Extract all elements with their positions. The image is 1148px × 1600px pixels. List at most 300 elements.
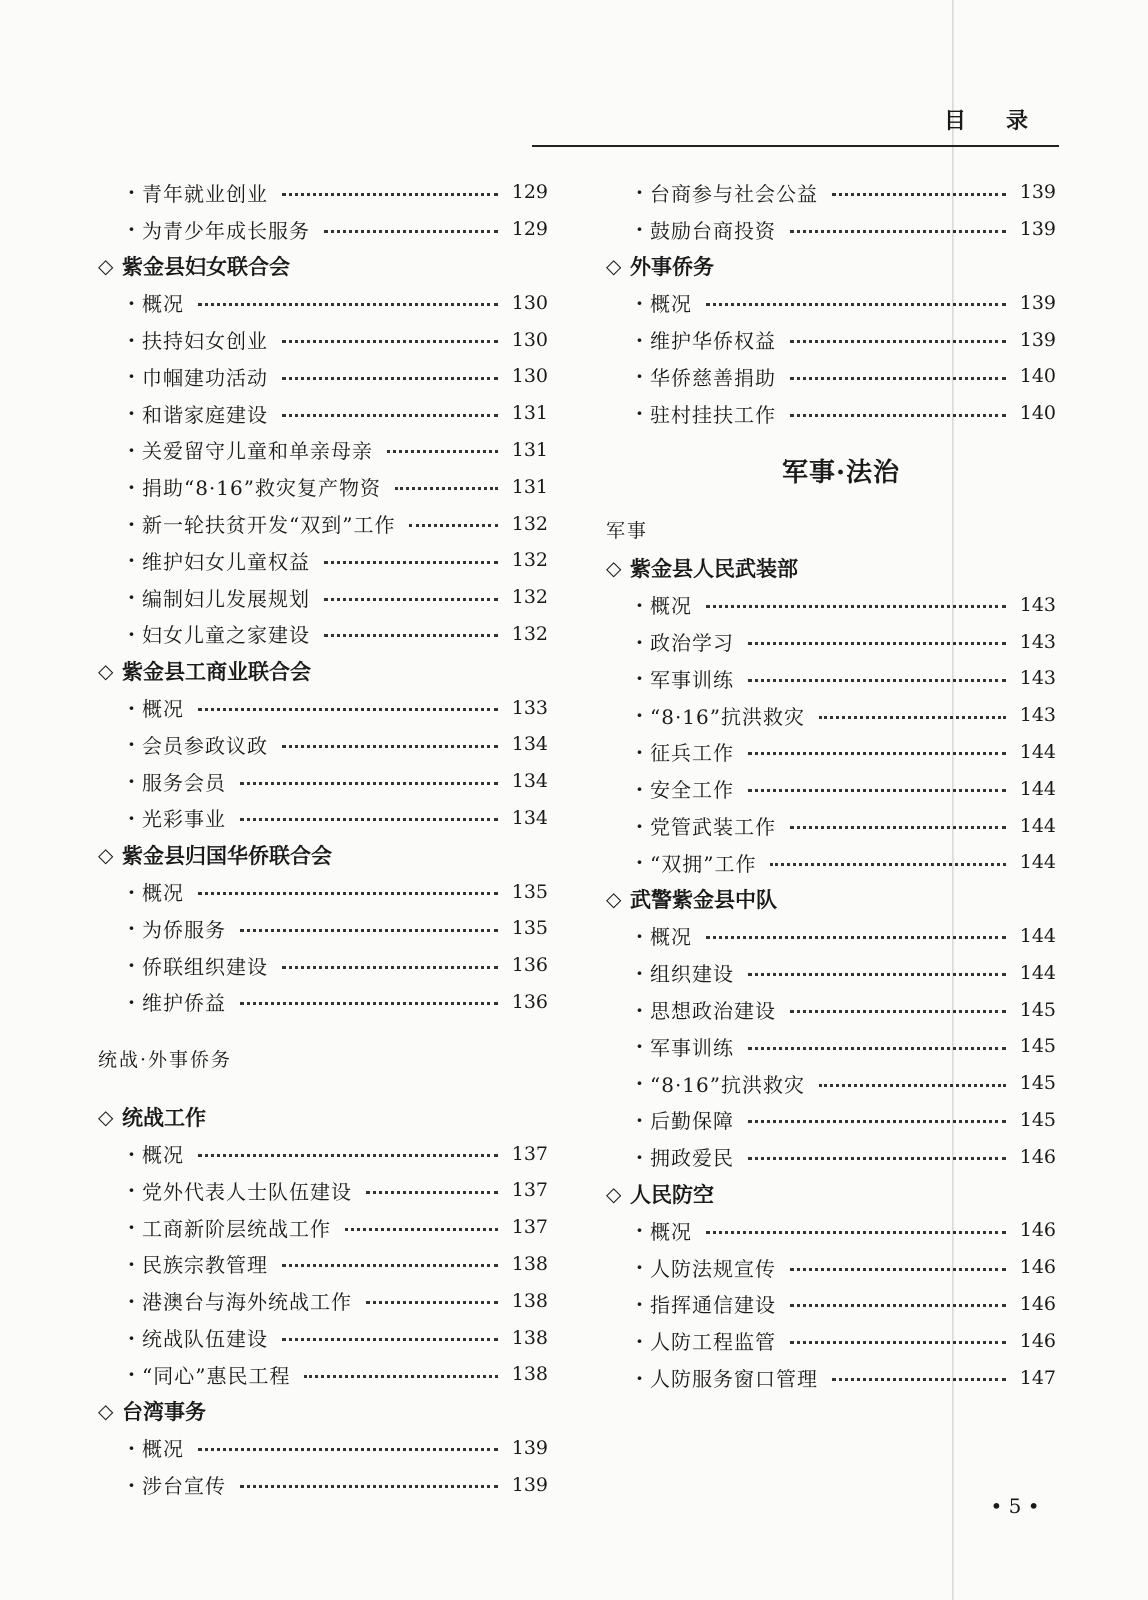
dot-leader [832,1378,1006,1381]
dot-leader [324,634,498,637]
toc-entry-page: 134 [511,806,548,829]
bullet-dot-icon: · [128,989,135,1014]
page-number: • 5 • [990,1494,1040,1518]
bullet-dot-icon: · [636,776,643,801]
toc-entry [606,174,1056,211]
toc-entry [606,321,1056,358]
toc-entry-page: 143 [1019,630,1056,653]
toc-section-label: 紫金县妇女联合会 [122,253,290,279]
dot-leader [324,598,498,601]
dot-leader [198,892,498,895]
toc-entry [606,211,1056,248]
bullet-dot-icon: · [128,769,135,794]
dot-leader [790,1341,1006,1344]
dot-leader [366,1301,498,1304]
bullet-dot-icon: · [128,1325,135,1350]
toc-entry-page: 144 [1019,814,1056,837]
diamond-icon: ◇ [606,1181,622,1206]
toc-entry-page: 134 [511,733,548,756]
dot-leader [706,1231,1006,1234]
toc-entry-label: 维护妇女儿童权益 [142,549,310,574]
toc-entry-label: 涉台宣传 [142,1474,226,1499]
toc-entry-page: 144 [1019,924,1056,947]
toc-entry-page: 131 [511,402,548,425]
bullet-dot-icon: · [128,180,135,205]
toc-entry-label: 侨联组织建设 [142,954,268,979]
toc-entry [98,1135,548,1172]
toc-entry [606,954,1056,991]
dot-leader [790,414,1006,417]
toc-entry [98,1319,548,1356]
bullet-dot-icon: · [636,327,643,352]
bullet-dot-icon: · [128,1251,135,1276]
toc-entry-page: 143 [1019,667,1056,690]
toc-section-heading [606,881,1056,918]
toc-section-label: 人民防空 [630,1181,714,1207]
toc-entry [98,174,548,211]
toc-entry-label: 扶持妇女创业 [142,329,268,354]
bullet-dot-icon: · [128,1215,135,1240]
toc-entry-page: 139 [1019,291,1056,314]
dot-leader [282,966,498,969]
toc-entry-label: 人防工程监管 [650,1330,776,1355]
toc-entry-label: “双拥”工作 [650,851,757,876]
toc-entry [606,991,1056,1028]
toc-entry-label: 光彩事业 [142,807,226,832]
diamond-icon: ◇ [98,1399,114,1424]
bullet-dot-icon: · [636,1365,643,1390]
toc-section-heading [606,550,1056,587]
dot-leader [198,708,498,711]
toc-entry-label: 概况 [142,292,184,317]
toc-entry-page: 146 [1019,1329,1056,1352]
bullet-dot-icon: · [128,732,135,757]
toc-entry-page: 129 [511,181,548,204]
toc-entry-label: 概况 [650,594,692,619]
toc-entry-page: 131 [511,438,548,461]
toc-entry-label: 为青少年成长服务 [142,218,310,243]
toc-entry [98,984,548,1021]
bullet-dot-icon: · [636,290,643,315]
bullet-dot-icon: · [128,1472,135,1497]
toc-section-label: 统战工作 [122,1104,206,1130]
toc-entry-label: 妇女儿童之家建设 [142,623,310,648]
toc-section-label: 台湾事务 [122,1399,206,1425]
toc-entry [606,1322,1056,1359]
toc-entry [98,910,548,947]
bullet-dot-icon: · [128,548,135,573]
toc-entry-label: 党外代表人士队伍建设 [142,1179,352,1204]
dot-leader [790,826,1006,829]
dot-leader [790,1268,1006,1271]
dot-leader [324,561,498,564]
dot-leader [240,818,498,821]
dot-leader [748,1157,1006,1160]
bullet-dot-icon: · [128,953,135,978]
toc-entry [98,395,548,432]
toc-section-heading [98,652,548,689]
dot-leader [706,605,1006,608]
toc-entry-label: 捐助“8·16”救灾复产物资 [142,476,381,501]
toc-section-label: 外事侨务 [630,253,714,279]
toc-entry-label: 驻村挂扶工作 [650,402,776,427]
dot-leader [282,377,498,380]
toc-entry [606,586,1056,623]
toc-entry-label: 指挥通信建设 [650,1293,776,1318]
toc-entry [606,1065,1056,1102]
dot-leader [282,193,498,196]
toc-entry-label: 思想政治建设 [650,999,776,1024]
toc-entry-page: 134 [511,770,548,793]
toc-entry-label: 概况 [142,881,184,906]
dot-leader [240,1002,498,1005]
toc-entry-page: 138 [511,1289,548,1312]
toc-entry-label: 安全工作 [650,778,734,803]
toc-entry-page: 139 [511,1436,548,1459]
toc-entry-page: 132 [511,622,548,645]
toc-entry [98,211,548,248]
dot-leader [748,973,1006,976]
toc-entry-page: 132 [511,512,548,535]
toc-group-heading: 统战·外事侨务 [98,1048,233,1071]
bullet-dot-icon: · [636,850,643,875]
toc-section-label: 紫金县归国华侨联合会 [122,842,332,868]
bullet-dot-icon: · [636,739,643,764]
toc-entry-page: 145 [1019,998,1056,1021]
bullet-dot-icon: · [128,474,135,499]
toc-entry [606,1102,1056,1139]
dot-leader [706,936,1006,939]
dot-leader [706,303,1006,306]
toc-section-label: 武警紫金县中队 [630,887,777,913]
dot-leader [748,1120,1006,1123]
toc-entry-page: 139 [1019,328,1056,351]
toc-entry-page: 135 [511,880,548,903]
toc-entry-label: 统战队伍建设 [142,1327,268,1351]
toc-entry [98,689,548,726]
dot-leader [409,524,498,527]
toc-entry-label: 概况 [142,1143,184,1168]
toc-entry-page: 138 [511,1326,548,1349]
diamond-icon: ◇ [98,1104,114,1129]
dot-leader [345,1228,498,1231]
toc-entry-page: 129 [511,218,548,241]
bullet-dot-icon: · [128,1178,135,1203]
toc-entry [98,505,548,542]
toc-entry-label: 概况 [650,292,692,317]
dot-leader [790,340,1006,343]
toc-entry-page: 130 [511,291,548,314]
toc-entry-page: 138 [511,1252,548,1275]
toc-left-column [98,174,548,1503]
bullet-dot-icon: · [128,437,135,462]
toc-entry [98,616,548,653]
bullet-dot-icon: · [128,327,135,352]
toc-entry-label: “8·16”抗洪救灾 [650,704,805,729]
toc-entry-page: 144 [1019,777,1056,800]
toc-entry [606,395,1056,432]
toc-entry [606,1138,1056,1175]
bullet-dot-icon: · [636,217,643,242]
dot-leader [240,1485,498,1488]
toc-entry-label: 关爱留守儿童和单亲母亲 [142,439,373,464]
toc-section-label: 紫金县工商业联合会 [122,658,311,684]
bullet-dot-icon: · [128,290,135,315]
bullet-dot-icon: · [128,1288,135,1313]
bullet-dot-icon: · [636,629,643,654]
toc-entry [98,1209,548,1246]
toc-entry-label: “8·16”抗洪救灾 [650,1072,805,1097]
bullet-dot-icon: · [636,364,643,389]
toc-entry-label: 后勤保障 [650,1109,734,1134]
toc-entry-label: 征兵工作 [650,741,734,766]
toc-entry [606,807,1056,844]
toc-entry-label: 鼓励台商投资 [650,218,776,243]
bullet-dot-icon: · [128,585,135,610]
toc-entry-label: 维护华侨权益 [650,329,776,354]
dot-leader [304,1375,498,1378]
diamond-icon: ◇ [606,253,622,278]
toc-entry [606,918,1056,955]
toc-entry-page: 132 [511,586,548,609]
bullet-dot-icon: · [636,592,643,617]
toc-entry [98,468,548,505]
toc-entry-page: 145 [1019,1072,1056,1095]
toc-entry [606,1286,1056,1323]
dot-leader [198,1154,498,1157]
bullet-dot-icon: · [128,695,135,720]
toc-entry-label: 青年就业创业 [142,181,268,206]
toc-entry-label: 会员参政议政 [142,733,268,758]
toc-entry-page: 144 [1019,961,1056,984]
toc-entry-label: 民族宗教管理 [142,1253,268,1278]
toc-group-heading: 军事 [606,520,649,543]
bullet-dot-icon: · [128,511,135,536]
dot-leader [819,1084,1006,1087]
dot-leader [748,642,1006,645]
toc-entry-label: 概况 [650,1219,692,1244]
dot-leader [770,863,1006,866]
diamond-icon: ◇ [98,253,114,278]
dot-leader [282,745,498,748]
bullet-dot-icon: · [128,1362,135,1387]
bullet-dot-icon: · [636,1328,643,1353]
toc-entry [606,284,1056,321]
toc-section-label: 紫金县人民武装部 [630,555,798,581]
dot-leader [282,340,498,343]
dot-leader [819,716,1006,719]
toc-entry-page: 136 [511,954,548,977]
bullet-dot-icon: · [636,1071,643,1096]
toc-entry-page: 130 [511,328,548,351]
toc-entry [98,763,548,800]
dot-leader [790,1010,1006,1013]
toc-entry-page: 146 [1019,1292,1056,1315]
toc-entry-label: 人防法规宣传 [650,1256,776,1281]
toc-entry-label: 巾帼建功活动 [142,365,268,390]
toc-entry-page: 140 [1019,365,1056,388]
toc-entry-page: 139 [1019,218,1056,241]
toc-section-heading [98,248,548,285]
toc-entry-page: 147 [1019,1366,1056,1389]
toc-entry-page: 137 [511,1142,548,1165]
toc-part-heading: 军事·法治 [781,458,901,489]
toc-entry [98,726,548,763]
toc-entry [606,1212,1056,1249]
dot-leader [282,1264,498,1267]
diamond-icon: ◇ [606,887,622,912]
bullet-dot-icon: · [636,1034,643,1059]
toc-entry [606,844,1056,881]
toc-entry [98,800,548,837]
dot-leader [366,1191,498,1194]
dot-leader [748,1047,1006,1050]
toc-entry [98,1466,548,1503]
toc-entry-label: 政治学习 [650,631,734,656]
dot-leader [240,929,498,932]
bullet-dot-icon: · [636,1291,643,1316]
toc-entry-page: 146 [1019,1219,1056,1242]
toc-entry-page: 137 [511,1216,548,1239]
toc-entry-label: “同心”惠民工程 [142,1363,291,1388]
toc-entry-page: 143 [1019,593,1056,616]
bullet-dot-icon: · [636,666,643,691]
dot-leader [387,450,498,453]
dot-leader [282,414,498,417]
toc-entry [606,1359,1056,1396]
bullet-dot-icon: · [636,703,643,728]
toc-entry [606,1028,1056,1065]
toc-entry [98,432,548,469]
dot-leader [748,789,1006,792]
dot-leader [790,1304,1006,1307]
toc-entry-page: 137 [511,1179,548,1202]
toc-entry [606,734,1056,771]
toc-entry [98,947,548,984]
toc-entry [606,623,1056,660]
toc-entry-label: 编制妇儿发展规划 [142,586,310,611]
bullet-dot-icon: · [636,923,643,948]
toc-right-column [606,174,1056,1396]
dot-leader [240,782,498,785]
dot-leader [748,679,1006,682]
bullet-dot-icon: · [636,1255,643,1280]
dot-leader [198,303,498,306]
toc-entry-label: 和谐家庭建设 [142,402,268,427]
toc-section-heading [606,248,1056,285]
toc-entry-label: 概况 [650,925,692,950]
toc-entry-page: 138 [511,1363,548,1386]
bullet-dot-icon: · [128,401,135,426]
bullet-dot-icon: · [636,1144,643,1169]
bullet-dot-icon: · [636,1107,643,1132]
toc-entry-label: 港澳台与海外统战工作 [142,1290,352,1315]
toc-entry-label: 人防服务窗口管理 [650,1367,818,1391]
toc-entry-page: 146 [1019,1145,1056,1168]
toc-entry-page: 132 [511,549,548,572]
toc-entry-page: 145 [1019,1108,1056,1131]
bullet-dot-icon: · [128,879,135,904]
bullet-dot-icon: · [636,960,643,985]
bullet-dot-icon: · [636,813,643,838]
toc-entry-page: 143 [1019,704,1056,727]
toc-entry-label: 概况 [142,1437,184,1462]
bullet-dot-icon: · [636,1218,643,1243]
dot-leader [324,230,498,233]
toc-entry [98,1356,548,1393]
toc-entry-label: 维护侨益 [142,991,226,1016]
dot-leader [748,752,1006,755]
diamond-icon: ◇ [98,842,114,867]
bullet-dot-icon: · [128,621,135,646]
toc-entry-label: 军事训练 [650,667,734,692]
toc-section-heading [98,836,548,873]
toc-entry [606,358,1056,395]
bullet-dot-icon: · [128,364,135,389]
diamond-icon: ◇ [606,555,622,580]
toc-entry-page: 139 [511,1473,548,1496]
toc-entry-label: 工商新阶层统战工作 [142,1216,331,1241]
toc-entry [606,1249,1056,1286]
toc-entry-page: 136 [511,990,548,1013]
bullet-dot-icon: · [128,217,135,242]
toc-entry-page: 135 [511,917,548,940]
header-rule [532,145,1059,147]
dot-leader [790,230,1006,233]
dot-leader [790,377,1006,380]
toc-entry-page: 139 [1019,181,1056,204]
toc-entry-page: 131 [511,475,548,498]
toc-entry [98,542,548,579]
toc-entry-label: 拥政爱民 [650,1146,734,1171]
toc-entry [606,770,1056,807]
toc-entry-label: 概况 [142,697,184,722]
toc-entry [98,284,548,321]
toc-section-heading [98,1393,548,1430]
diamond-icon: ◇ [98,658,114,683]
toc-entry-page: 133 [511,696,548,719]
toc-entry [606,660,1056,697]
bullet-dot-icon: · [128,916,135,941]
toc-entry-label: 台商参与社会公益 [650,181,818,206]
toc-entry-label: 组织建设 [650,962,734,987]
toc-entry [98,873,548,910]
toc-entry-label: 军事训练 [650,1035,734,1060]
bullet-dot-icon: · [636,180,643,205]
toc-entry [98,579,548,616]
toc-entry-label: 党管武装工作 [650,815,776,840]
toc-entry-page: 144 [1019,851,1056,874]
toc-entry-page: 145 [1019,1035,1056,1058]
toc-entry-label: 华侨慈善捐助 [650,365,776,390]
bullet-dot-icon: · [636,997,643,1022]
dot-leader [395,487,498,490]
bullet-dot-icon: · [128,805,135,830]
toc-section-heading [606,1175,1056,1212]
toc-entry-page: 130 [511,365,548,388]
toc-section-heading [98,1098,548,1135]
dot-leader [832,193,1006,196]
toc-entry [98,1282,548,1319]
toc-entry-page: 140 [1019,402,1056,425]
toc-entry [98,321,548,358]
running-header: 目录 [944,108,1069,134]
toc-entry [98,1246,548,1283]
toc-entry [98,1430,548,1467]
toc-entry-label: 为侨服务 [142,917,226,942]
bullet-dot-icon: · [636,401,643,426]
toc-entry [606,697,1056,734]
